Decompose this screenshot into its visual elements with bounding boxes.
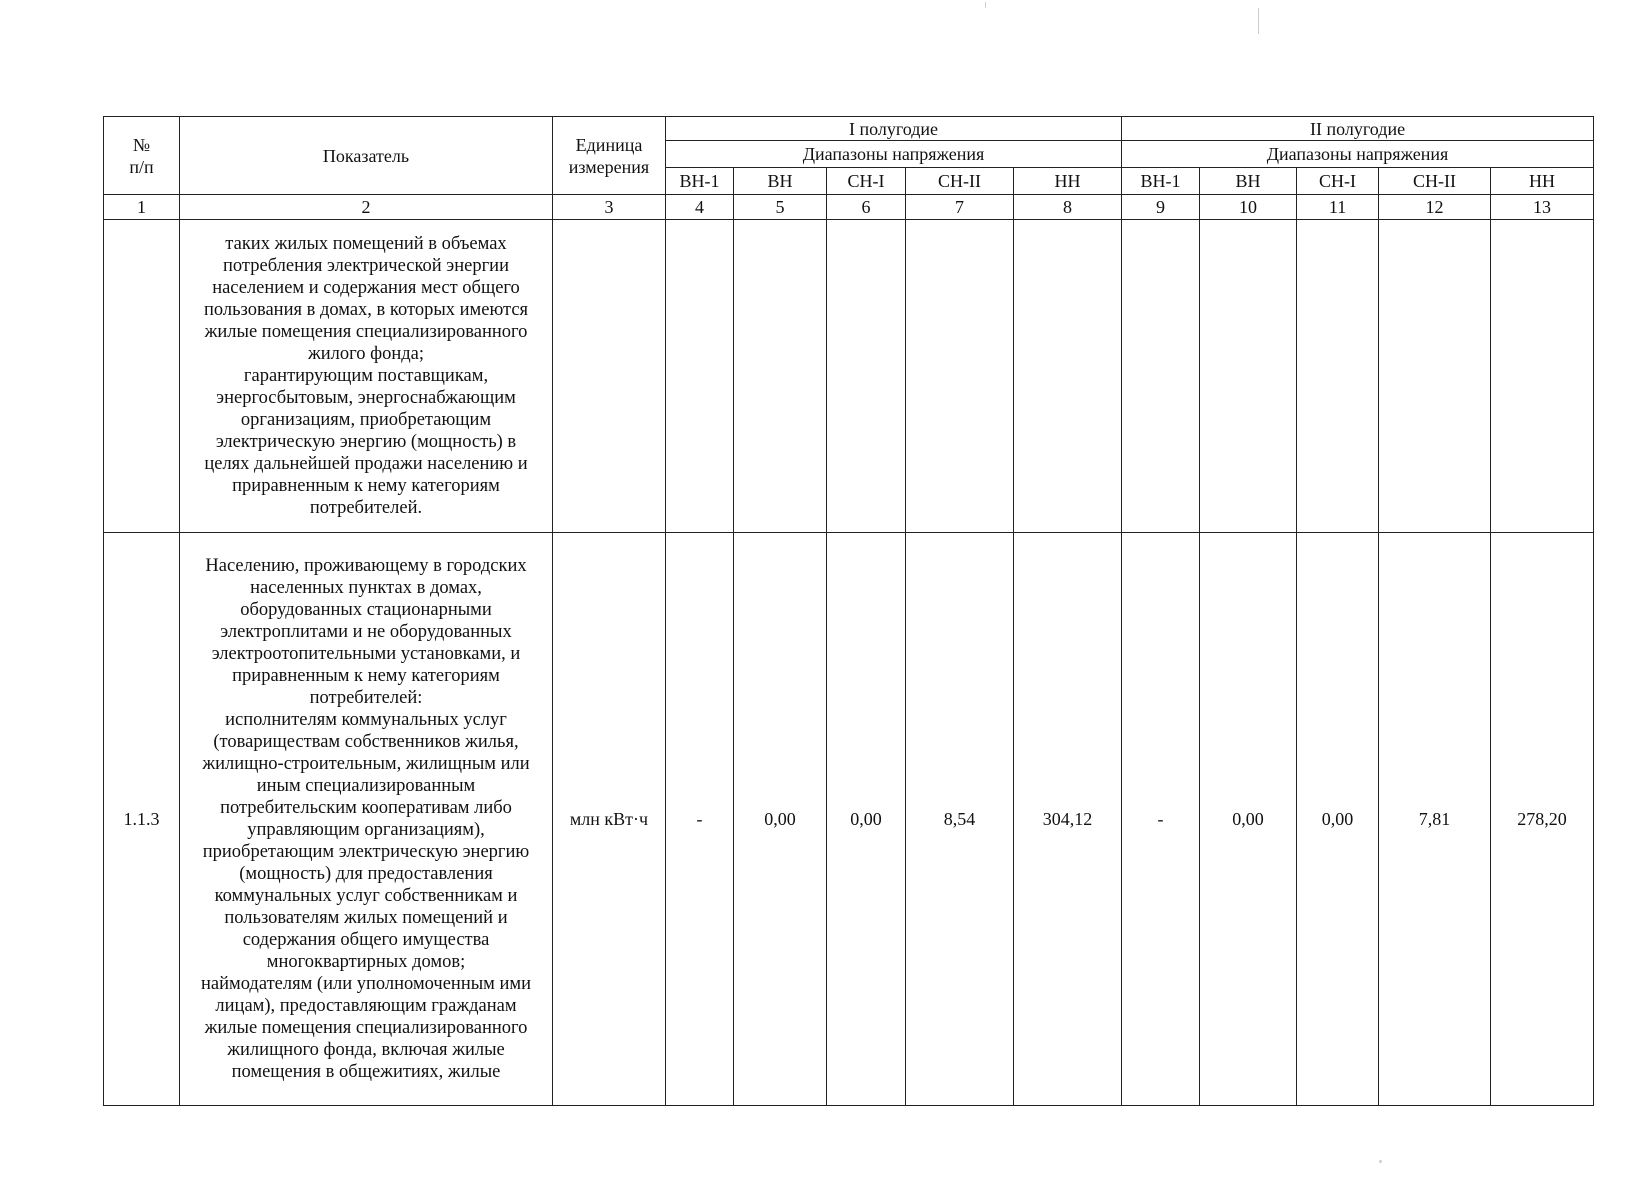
voltage-level-header: НН (1014, 168, 1122, 195)
header-first-half-year: I полугодие (666, 117, 1122, 141)
unit-cell: млн кВт·ч (553, 533, 666, 1106)
column-number: 4 (666, 195, 734, 220)
header-indicator: Показатель (180, 117, 553, 195)
header-second-half-year: II полугодие (1122, 117, 1594, 141)
column-number: 13 (1491, 195, 1594, 220)
value-cell (1122, 220, 1200, 533)
column-number: 1 (104, 195, 180, 220)
column-number: 11 (1297, 195, 1379, 220)
value-cell: - (1122, 533, 1200, 1106)
value-cell (906, 220, 1014, 533)
unit-cell (553, 220, 666, 533)
value-cell: 0,00 (734, 533, 827, 1106)
column-number: 5 (734, 195, 827, 220)
value-cell: 304,12 (1014, 533, 1122, 1106)
voltage-level-header: ВН (734, 168, 827, 195)
voltage-consumption-table (103, 116, 1594, 1106)
header-unit: Единица измерения (553, 117, 666, 195)
header-voltage-ranges-h1: Диапазоны напряжения (666, 141, 1122, 168)
value-cell: 0,00 (827, 533, 906, 1106)
row-number-cell (104, 220, 180, 533)
indicator-text-cell: таких жилых помещений в объемах потребления электрической энергии населением и содержания мест общего пользования в домах, в которых имеются жилые помещения специализированного жилого фонда; гарантирующим поставщикам, энергосбытовым, энергоснабжающим организациям, приобретающим электрическую энергию (мощность) в целях дальнейшей продажи населению и приравненным к нему категориям потребителей. (180, 220, 553, 533)
row-number-cell: 1.1.3 (104, 533, 180, 1106)
value-cell (1379, 220, 1491, 533)
scan-artifact (1258, 8, 1259, 34)
voltage-level-header: ВН-1 (666, 168, 734, 195)
value-cell (734, 220, 827, 533)
header-row-number: № п/п (104, 117, 180, 195)
value-cell (1200, 220, 1297, 533)
value-cell: 0,00 (1297, 533, 1379, 1106)
column-number: 10 (1200, 195, 1297, 220)
value-cell: 7,81 (1379, 533, 1491, 1106)
voltage-level-header: ВН-1 (1122, 168, 1200, 195)
column-number: 12 (1379, 195, 1491, 220)
value-cell: 0,00 (1200, 533, 1297, 1106)
value-cell: - (666, 533, 734, 1106)
voltage-level-header: СН-II (906, 168, 1014, 195)
column-number: 9 (1122, 195, 1200, 220)
value-cell: 278,20 (1491, 533, 1594, 1106)
voltage-level-header: СН-II (1379, 168, 1491, 195)
value-cell (666, 220, 734, 533)
column-number: 2 (180, 195, 553, 220)
value-cell (1297, 220, 1379, 533)
value-cell (1014, 220, 1122, 533)
scan-artifact (1379, 1160, 1382, 1163)
header-voltage-ranges-h2: Диапазоны напряжения (1122, 141, 1594, 168)
scan-artifact (985, 2, 986, 8)
column-number: 3 (553, 195, 666, 220)
voltage-level-header: СН-I (1297, 168, 1379, 195)
column-number: 8 (1014, 195, 1122, 220)
value-cell (1491, 220, 1594, 533)
indicator-text-cell: Населению, проживающему в городских населенных пунктах в домах, оборудованных стационарными электроплитами и не оборудованных электроотопительными установками, и приравненным к нему категориям потребителей: исполнителям коммунальных услуг (товариществам собственников жилья, жилищно-строительным, жилищным или иным специализированным потребительским кооперативам либо управляющим организациям), приобретающим электрическую энергию (мощность) для предоставления коммунальных услуг собственникам и пользователям жилых помещений и содержания общего имущества многоквартирных домов; наймодателям (или уполномоченным ими лицам), предоставляющим гражданам жилые помещения специализированного жилищного фонда, включая жилые помещения в общежитиях, жилые (180, 533, 553, 1106)
value-cell: 8,54 (906, 533, 1014, 1106)
tariff-table-page (103, 116, 1593, 1106)
column-number: 7 (906, 195, 1014, 220)
column-number: 6 (827, 195, 906, 220)
voltage-level-header: ВН (1200, 168, 1297, 195)
voltage-level-header: СН-I (827, 168, 906, 195)
table-row (104, 220, 1594, 533)
table-row (104, 533, 1594, 1106)
voltage-level-header: НН (1491, 168, 1594, 195)
value-cell (827, 220, 906, 533)
